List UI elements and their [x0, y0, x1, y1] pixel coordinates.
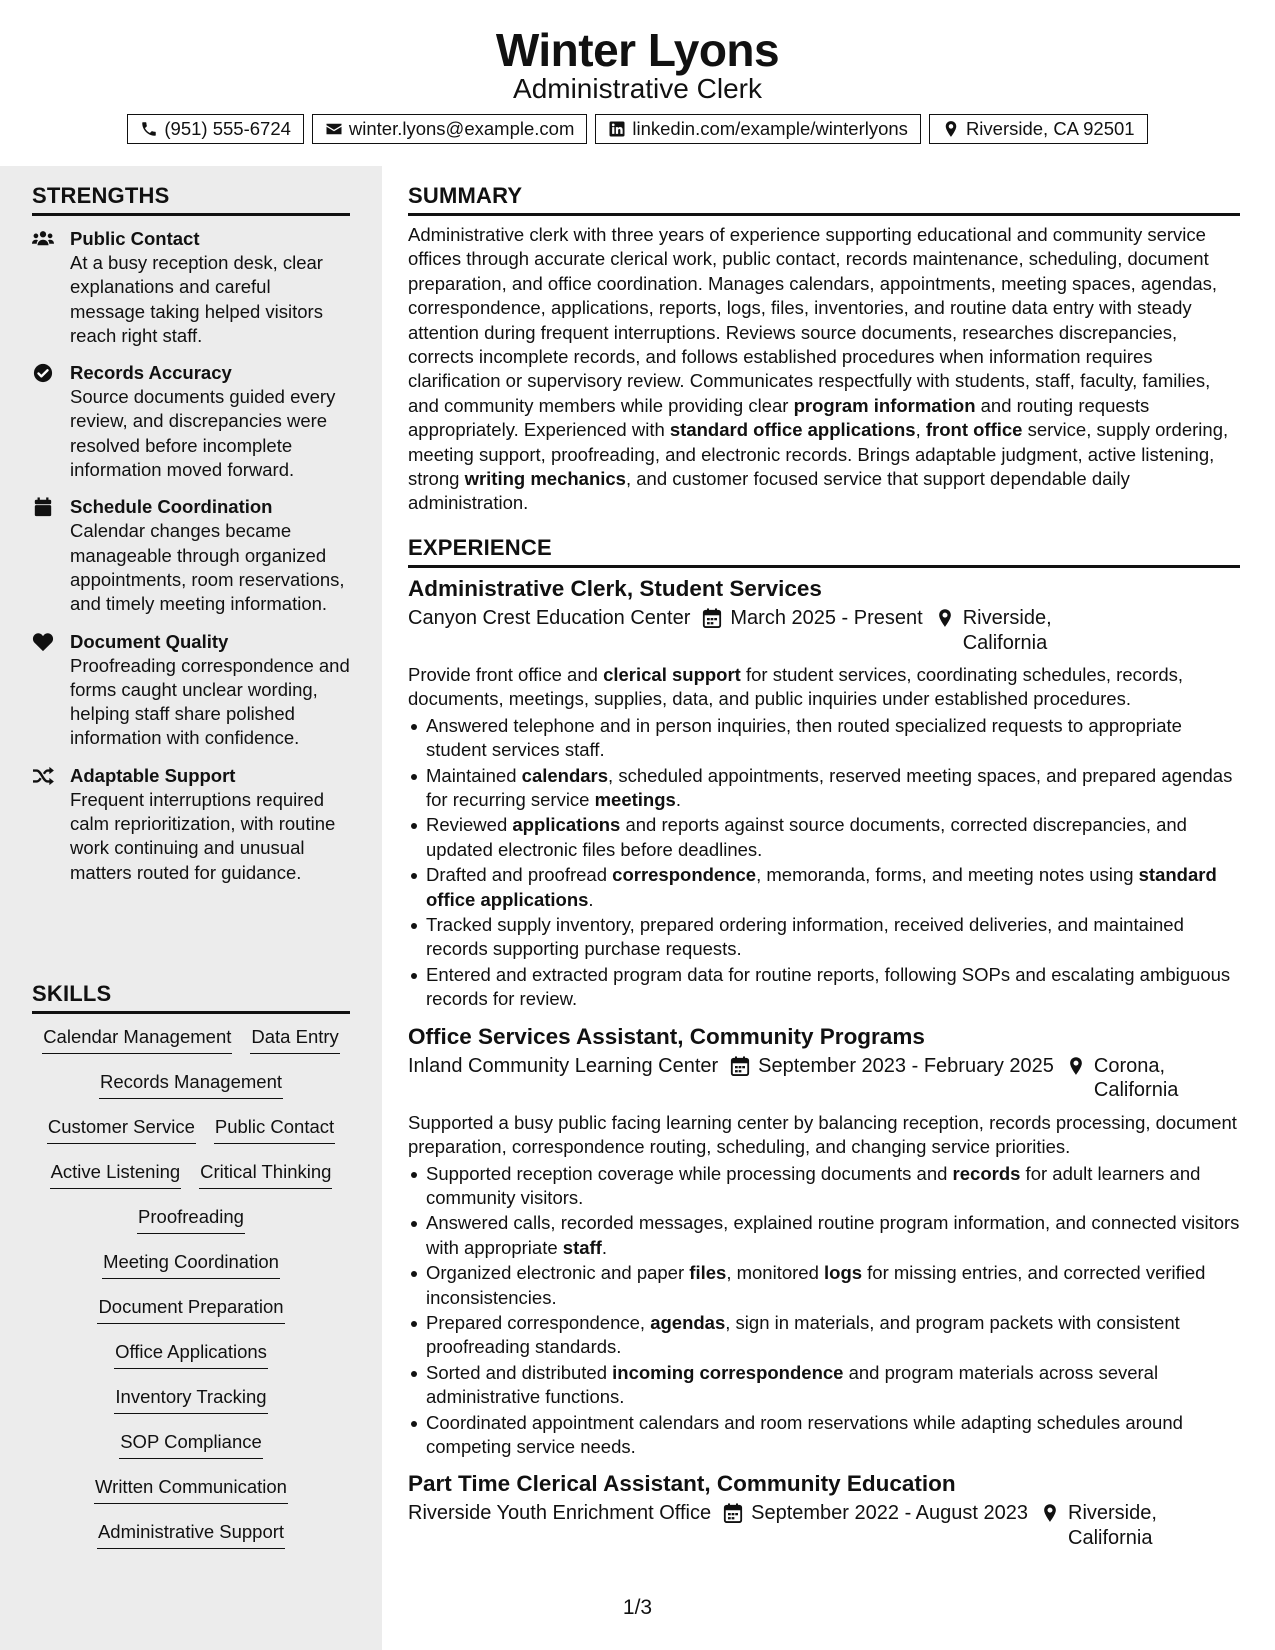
skill-tag: Public Contact: [214, 1114, 335, 1144]
strength-item: [32, 361, 350, 482]
list-item: Supported reception coverage while processing documents and records for adult learners and community visitors.: [408, 1162, 1240, 1211]
list-item: Entered and extracted program data for routine reports, following SOPs and escalating ambiguous records for review.: [408, 963, 1240, 1012]
skill-row: [32, 1069, 350, 1114]
bold-keyword: clerical support: [603, 664, 741, 685]
job-dates: [702, 606, 922, 631]
skill-row: [32, 1429, 350, 1474]
users-icon: [32, 229, 54, 249]
skill-tag: Customer Service: [47, 1114, 196, 1144]
list-item: Answered calls, recorded messages, explained routine program information, and connected visitors with appropriate staff.: [408, 1211, 1240, 1260]
bold-keyword: applications: [512, 814, 621, 836]
candidate-name: Winter Lyons: [495, 24, 780, 76]
bold-keyword: records: [952, 1162, 1021, 1184]
job-title: Part Time Clerical Assistant, Community Education: [408, 1471, 956, 1497]
resume-header: [0, 0, 1275, 166]
list-item: Coordinated appointment calendars and room reservations while adapting schedules around competing service needs.: [408, 1411, 1240, 1460]
job-organization: Canyon Crest Education Center: [408, 607, 691, 629]
job-bullets: [408, 1162, 1240, 1460]
skill-tag: Written Communication: [94, 1474, 288, 1504]
strength-item: [32, 495, 350, 616]
strength-description: At a busy reception desk, clear explanations and careful message taking helped visitors reach right staff.: [70, 252, 323, 346]
job-title: Office Services Assistant, Community Programs: [408, 1023, 925, 1049]
heart-icon: [32, 632, 54, 652]
bold-keyword: agendas: [650, 1311, 726, 1333]
bold-keyword: program information: [793, 394, 976, 416]
job-dates-text: September 2023 - February 2025: [758, 1054, 1054, 1077]
bold-keyword: writing mechanics: [464, 468, 626, 490]
phone-icon: [140, 120, 158, 138]
skill-tag: Calendar Management: [42, 1024, 232, 1054]
skill-row: [32, 1474, 350, 1519]
contact-linkedin[interactable]: [595, 114, 921, 144]
job-dates-text: March 2025 - Present: [730, 607, 923, 629]
job-description: Supported a busy public facing learning center by balancing reception, records processing, document preparation, correspondence routing, scheduling, and changing service priorities.: [408, 1111, 1237, 1158]
skill-row: [32, 1384, 350, 1429]
strength-description: Frequent interruptions required calm reprioritization, with routine work continuing and unusual matters routed for guidance.: [70, 788, 336, 883]
page-number: 1/3: [622, 1596, 653, 1619]
calendar-icon: [723, 1503, 743, 1523]
bold-keyword: files: [689, 1262, 727, 1284]
job-title: Administrative Clerk, Student Services: [408, 576, 822, 601]
strengths-heading: STRENGTHS: [32, 182, 350, 216]
contact-location: [929, 114, 1148, 144]
strength-title: Records Accuracy: [70, 362, 232, 384]
bold-keyword: correspondence: [612, 864, 757, 886]
bold-keyword: calendars: [521, 764, 609, 786]
summary-heading: SUMMARY: [408, 182, 1240, 216]
map-pin-icon: [1040, 1503, 1060, 1523]
strength-item: [32, 227, 350, 348]
job-meta: [408, 1501, 1240, 1550]
strength-title: Document Quality: [70, 630, 229, 652]
strength-description: Calendar changes became manageable through organized appointments, room reservations, and timely meeting information.: [70, 520, 345, 615]
contact-location-text: Riverside, CA 92501: [965, 118, 1135, 139]
bold-keyword: logs: [824, 1262, 863, 1284]
job-description: Provide front office and clerical support for student services, coordinating schedules, records, documents, meetings, supplies, data, and public inquiries under established procedures.: [408, 664, 1183, 710]
strength-item: [32, 630, 350, 751]
job-meta: [408, 1054, 1240, 1103]
job-dates-text: September 2022 - August 2023: [751, 1502, 1028, 1525]
list-item: Maintained calendars, scheduled appointments, reserved meeting spaces, and prepared agendas for recurring service meetings.: [408, 764, 1240, 813]
map-pin-icon: [1066, 1056, 1086, 1076]
contact-bar: [0, 114, 1275, 144]
map-pin-icon: [942, 120, 960, 138]
bold-keyword: incoming correspondence: [612, 1361, 844, 1383]
bold-keyword: front office: [925, 419, 1023, 441]
skill-tag: Inventory Tracking: [114, 1384, 267, 1414]
contact-linkedin-text[interactable]: linkedin.com/example/winterlyons: [632, 118, 908, 139]
bold-keyword: meetings: [594, 789, 676, 811]
bold-keyword: staff: [562, 1236, 602, 1258]
list-item: Reviewed applications and reports against source documents, corrected discrepancies, and updated electronic files before deadlines.: [408, 813, 1240, 862]
candidate-role: Administrative Clerk: [513, 73, 762, 104]
skill-tag: Administrative Support: [97, 1519, 285, 1549]
job-entry: [408, 1469, 1240, 1550]
calendar-icon: [702, 608, 722, 628]
calendar-icon: [730, 1056, 750, 1076]
skill-row: [32, 1204, 350, 1249]
strength-title: Public Contact: [70, 228, 200, 249]
skill-row: [32, 1024, 350, 1069]
sidebar: [0, 166, 382, 1650]
list-item: Prepared correspondence, agendas, sign in materials, and program packets with consistent proofreading standards.: [408, 1311, 1240, 1360]
list-item: Tracked supply inventory, prepared ordering information, received deliveries, and maintained records supporting purchase requests.: [408, 913, 1240, 962]
skills-heading: SKILLS: [32, 980, 350, 1014]
skill-row: [32, 1249, 350, 1294]
contact-email[interactable]: [312, 114, 587, 144]
skill-tag: Active Listening: [50, 1159, 182, 1189]
experience-heading: EXPERIENCE: [408, 534, 1240, 568]
skill-tag: SOP Compliance: [119, 1429, 263, 1459]
skill-tag: Meeting Coordination: [102, 1249, 280, 1279]
list-item: Sorted and distributed incoming correspondence and program materials across several administrative functions.: [408, 1361, 1240, 1410]
calendar-icon: [32, 497, 54, 517]
strength-item: [32, 764, 350, 885]
job-dates: [723, 1501, 1028, 1526]
job-location-text: Riverside, California: [962, 607, 1052, 654]
skill-tag: Document Preparation: [97, 1294, 284, 1324]
contact-email-text[interactable]: winter.lyons@example.com: [348, 118, 575, 139]
bold-keyword: standard office applications: [669, 419, 916, 441]
skill-row: [32, 1294, 350, 1339]
skill-row: [32, 1114, 350, 1159]
skill-tag: Data Entry: [250, 1024, 339, 1054]
job-bullets: [408, 714, 1240, 1012]
job-location: [1040, 1501, 1164, 1550]
job-dates: [730, 1054, 1054, 1079]
skill-row: [32, 1339, 350, 1384]
experience-list: [408, 574, 1240, 1560]
strength-description: Source documents guided every review, and discrepancies were resolved before incomplete information moved forward.: [70, 386, 336, 481]
linkedin-icon: [608, 120, 626, 138]
shuffle-icon: [32, 766, 54, 786]
job-location: [935, 606, 1059, 655]
summary-text: Administrative clerk with three years of experience supporting educational and community service offices through accurate clerical work, public contact, records maintenance, scheduling, document preparation, and office coordination. Manages calendars, appointments, meeting spaces, agendas, correspondence, applications, reports, logs, files, inventories, and routine data entry with steady attention during frequent interruptions. Reviews source documents, researches discrepancies, corrects incomplete records, and follows established procedures when information requires clarification or supervisory review. Communicates respectfully with students, staff, faculty, families, and community members while providing clear program information and routing requests appropriately. Experienced with standard office applications, front office service, supply ordering, meeting support, proofreading, and electronic records. Brings adaptable judgment, active listening, strong writing mechanics, and customer focused service that support dependable daily administration.: [408, 224, 1229, 514]
strength-description: Proofreading correspondence and forms caught unclear wording, helping staff share polished information with confidence.: [70, 654, 350, 749]
skill-tag: Office Applications: [114, 1339, 268, 1369]
list-item: Organized electronic and paper files, monitored logs for missing entries, and corrected verified inconsistencies.: [408, 1261, 1240, 1310]
job-location-text: Corona, California: [1093, 1054, 1179, 1102]
job-organization: Riverside Youth Enrichment Office: [408, 1502, 712, 1525]
job-entry: [408, 574, 1240, 1012]
envelope-icon: [325, 120, 343, 138]
contact-phone-text: (951) 555-6724: [164, 118, 291, 139]
skill-tag: Critical Thinking: [199, 1159, 332, 1189]
strengths-list: [32, 227, 350, 898]
list-item: Drafted and proofread correspondence, memoranda, forms, and meeting notes using standard office applications.: [408, 863, 1240, 912]
bold-keyword: standard office applications: [426, 864, 1217, 910]
job-location: [1066, 1054, 1190, 1103]
strength-title: Adaptable Support: [70, 764, 236, 786]
map-pin-icon: [935, 608, 955, 628]
job-meta: [408, 606, 1240, 655]
job-organization: Inland Community Learning Center: [408, 1054, 719, 1077]
skill-tag: Records Management: [99, 1069, 283, 1099]
check-circle-icon: [32, 363, 54, 383]
job-entry: [408, 1022, 1240, 1460]
job-location-text: Riverside, California: [1068, 1502, 1157, 1549]
strength-title: Schedule Coordination: [70, 496, 273, 518]
skill-tag: Proofreading: [137, 1204, 245, 1234]
skills-list: [32, 1024, 350, 1564]
contact-phone: [127, 114, 304, 144]
list-item: Answered telephone and in person inquiries, then routed specialized requests to appropriate student services staff.: [408, 714, 1240, 763]
skill-row: [32, 1159, 350, 1204]
skill-row: [32, 1519, 350, 1564]
